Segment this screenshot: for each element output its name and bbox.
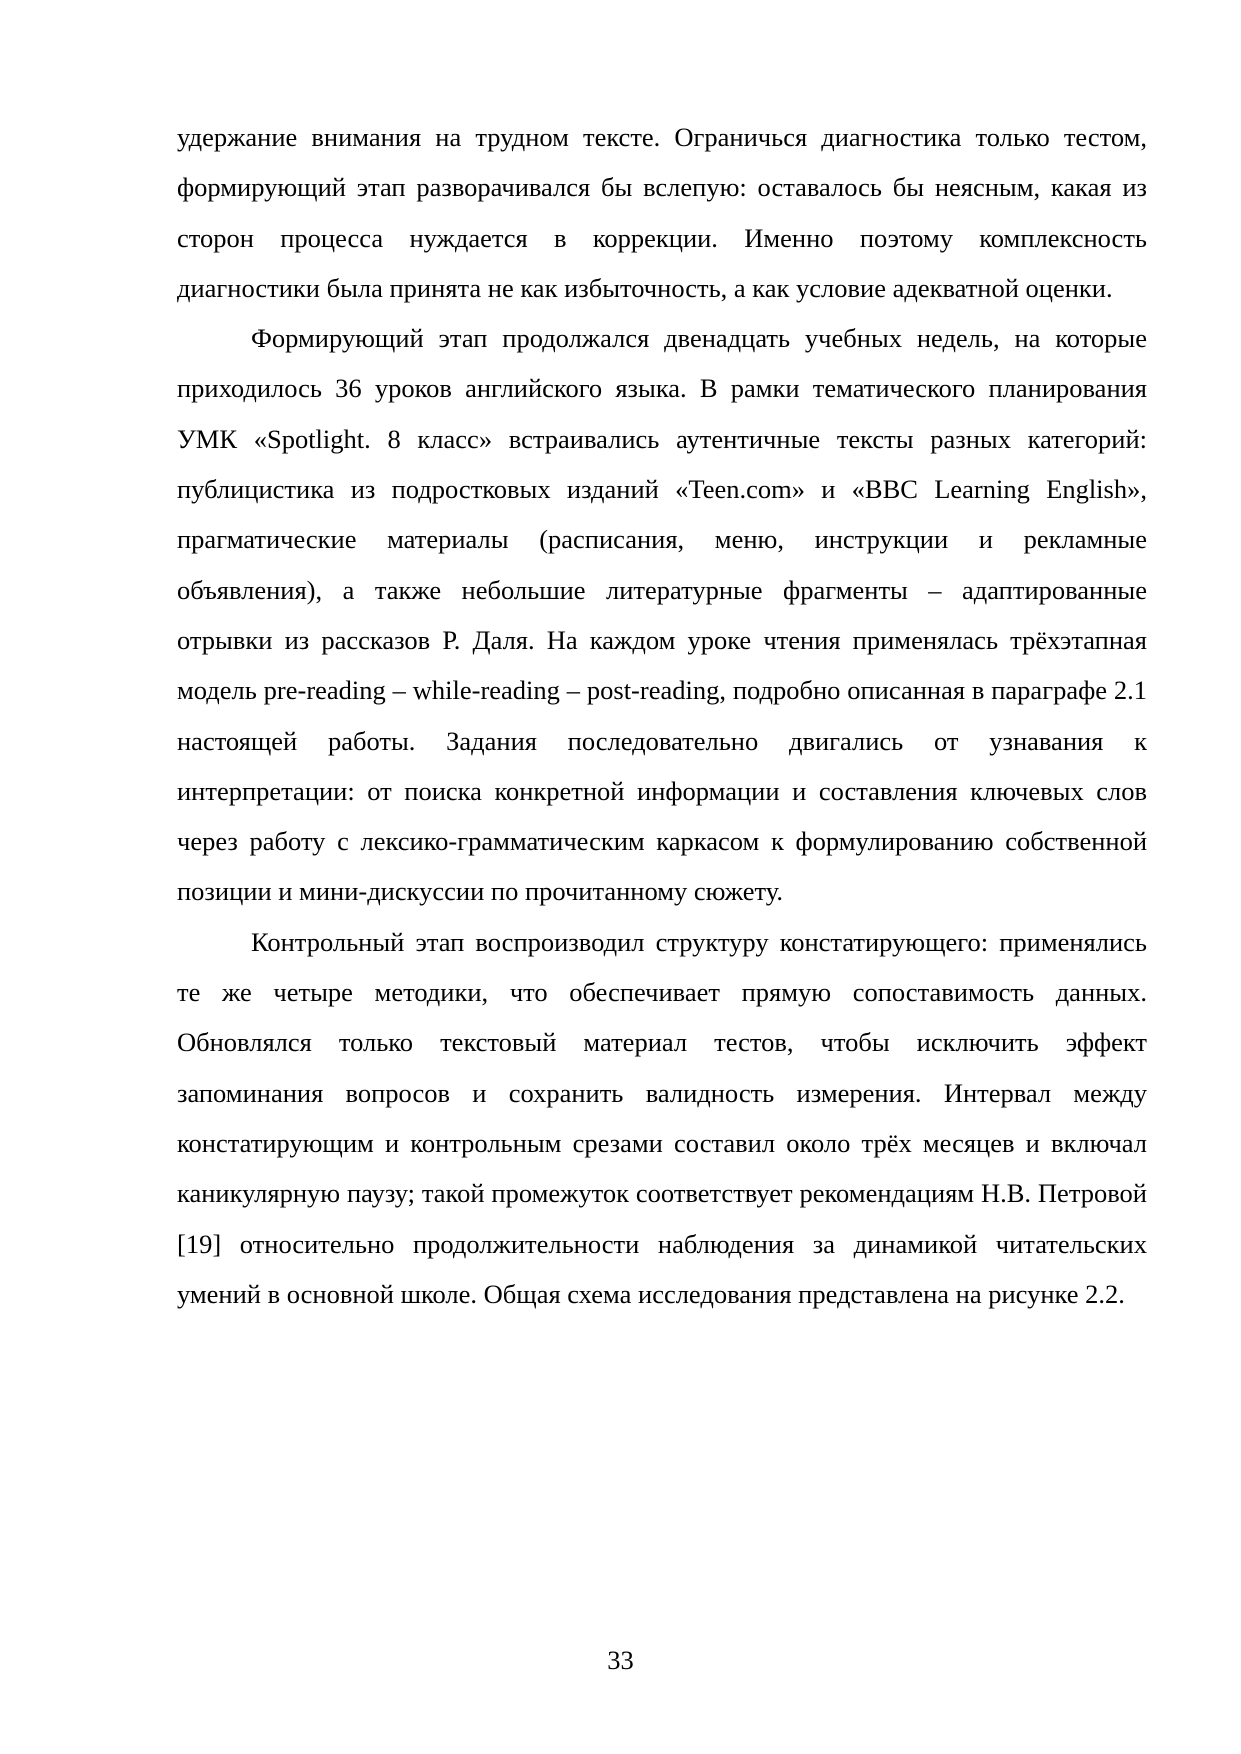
paragraph-control-stage: Контрольный этап воспроизводил структуру констатирующего: применялись те же четыре методики, что обеспечивает прямую сопоставимость данных. Обновлялся только текстовый материал тестов, чтобы исключить эффект запоминания вопросов и сохранить валидность измерения. Интервал между констатирующим и контрольным срезами составил около трёх месяцев и включал каникулярную паузу; такой промежуток соответствует рекомендациям Н.В. Петровой [19] относительно продолжительности наблюдения за динамикой читательских умений в основной школе. Общая схема исследования представлена на рисунке 2.2. <box>177 926 1147 1309</box>
paragraph-continuation: удержание внимания на трудном тексте. Ограничься диагностика только тестом, формирующий этап разворачивался бы вслепую: оставалось бы неясным, какая из сторон процесса нуждается в коррекции. Именно поэтому комплексность диагностики была принята не как избыточность, а как условие адекватной оценки. <box>177 122 1147 303</box>
paragraph-formative-stage: Формирующий этап продолжался двенадцать учебных недель, на которые приходилось 36 уроков английского языка. В рамки тематического планирования УМК «Spotlight. 8 класс» встраивались аутентичные тексты разных категорий: публицистика из подростковых изданий «Teen.com» и «BBC Learning English», прагматические материалы (расписания, меню, инструкции и рекламные объявления), а также небольшие литературные фрагменты – адаптированные отрывки из рассказов Р. Даля. На каждом уроке чтения применялась трёхэтапная модель pre-reading – while-reading – post-reading, подробно описанная в параграфе 2.1 настоящей работы. Задания последовательно двигались от узнавания к интерпретации: от поиска конкретной информации и составления ключевых слов через работу с лексико-грамматическим каркасом к формулированию собственной позиции и мини-дискуссии по прочитанному сюжету. <box>177 323 1147 907</box>
body-text <box>177 112 1147 1319</box>
page-number: 33 <box>607 1645 634 1675</box>
